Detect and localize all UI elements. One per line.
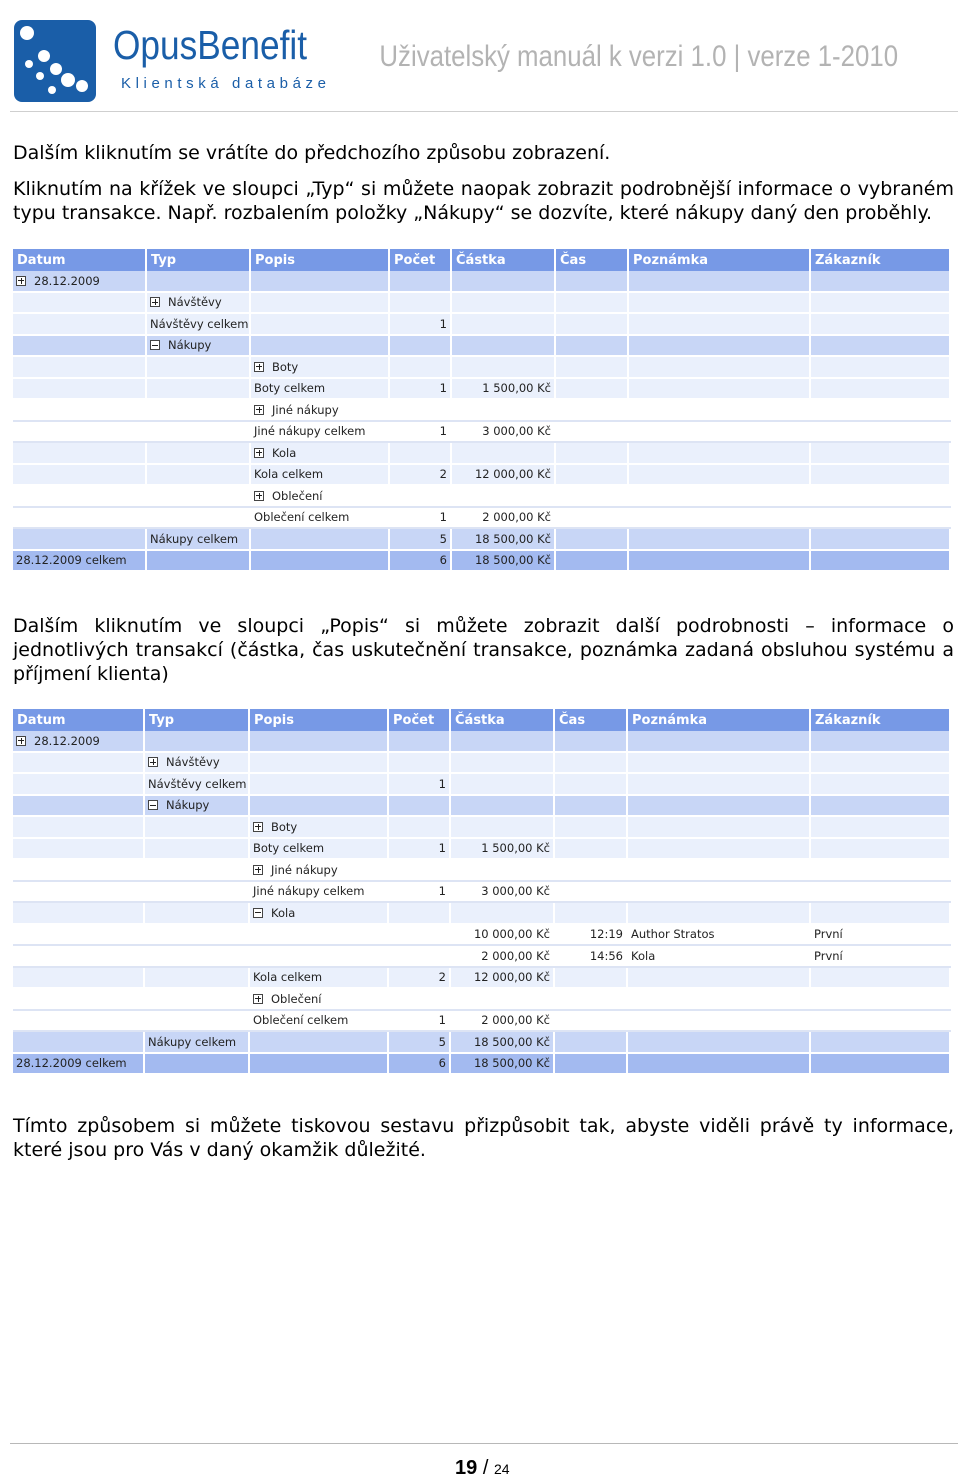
logo-subtitle: Klientská databáze [121, 75, 331, 92]
time-cell: 12:19 [554, 924, 627, 946]
day-total-label: 28.12.2009 celkem [13, 1053, 144, 1075]
table-row [13, 924, 950, 946]
table-row [13, 292, 950, 314]
expand-icon[interactable] [253, 994, 263, 1004]
day-total-label: 28.12.2009 celkem [13, 550, 146, 572]
desc-cell[interactable]: Kola [249, 902, 388, 924]
table-row [13, 335, 950, 357]
table-row [13, 421, 950, 443]
expand-icon[interactable] [254, 448, 264, 458]
paragraph-description-expand: Dalším kliknutím ve sloupci „Popis“ si můžete zobrazit další podrobnosti – informace o jednotlivých transakcí (částka, čas uskutečnění transakce, poznámka zadaná obsluhou systému a příjmení klienta) [13, 615, 954, 685]
count-cell: 5 [388, 1031, 450, 1053]
expand-icon[interactable] [253, 865, 263, 875]
desc-total-label: Oblečení celkem [249, 1010, 388, 1032]
expand-icon[interactable] [253, 822, 263, 832]
expand-icon[interactable] [254, 491, 264, 501]
table-row [13, 1053, 950, 1075]
type-total-label: Návštěvy celkem [146, 313, 250, 335]
table-row [13, 528, 950, 550]
desc-cell[interactable]: Oblečení [250, 485, 389, 507]
col-castka[interactable]: Částka [451, 249, 555, 271]
col-datum[interactable]: Datum [13, 249, 146, 271]
table-row [13, 773, 950, 795]
footer-divider [10, 1443, 958, 1444]
col-popis[interactable]: Popis [250, 249, 389, 271]
header-divider [10, 111, 958, 112]
desc-cell[interactable]: Oblečení [249, 988, 388, 1010]
desc-total-label: Oblečení celkem [250, 507, 389, 529]
col-cas[interactable]: Čas [555, 249, 628, 271]
desc-total-label: Kola celkem [250, 464, 389, 486]
table-row [13, 881, 950, 903]
table-row [13, 399, 950, 421]
type-total-label: Nákupy celkem [146, 528, 250, 550]
note-cell: Author Stratos [627, 924, 810, 946]
count-cell: 2 [389, 464, 451, 486]
count-cell: 5 [389, 528, 451, 550]
amount-cell: 18 500,00 Kč [450, 1031, 554, 1053]
desc-total-label: Jiné nákupy celkem [250, 421, 389, 443]
col-pocet[interactable]: Počet [388, 709, 450, 731]
type-cell[interactable]: Návštěvy [146, 292, 250, 314]
table-row [13, 838, 950, 860]
amount-cell: 2 000,00 Kč [450, 1010, 554, 1032]
desc-cell[interactable]: Boty [250, 356, 389, 378]
table-row [13, 1010, 950, 1032]
amount-cell: 10 000,00 Kč [450, 924, 554, 946]
table-row [13, 356, 950, 378]
note-cell: Kola [627, 945, 810, 967]
desc-total-label: Boty celkem [249, 838, 388, 860]
table-row [13, 271, 950, 292]
type-total-label: Návštěvy celkem [144, 773, 249, 795]
amount-cell: 3 000,00 Kč [451, 421, 555, 443]
amount-cell: 18 500,00 Kč [451, 550, 555, 572]
manual-title: Uživatelský manuál k verzi 1.0 | verze 1-2010 [379, 40, 898, 73]
col-poznamka[interactable]: Poznámka [628, 249, 810, 271]
table-row [13, 945, 950, 967]
table-row [13, 550, 950, 572]
table-header [13, 249, 950, 271]
page-separator: / [482, 1457, 489, 1479]
count-cell: 1 [389, 378, 451, 400]
paragraph-type-expand: Kliknutím na křížek ve sloupci „Typ“ si můžete naopak zobrazit podrobnější informace o vybraném typu transakce. Např. rozbalením položky „Nákupy“ se dozvíte, které nákupy daný den proběhly. [13, 178, 954, 224]
date-cell[interactable]: 28.12.2009 [13, 731, 144, 752]
expand-icon[interactable] [150, 297, 160, 307]
table-row [13, 1031, 950, 1053]
amount-cell: 2 000,00 Kč [451, 507, 555, 529]
amount-cell: 2 000,00 Kč [450, 945, 554, 967]
expand-icon[interactable] [148, 757, 158, 767]
col-cas[interactable]: Čas [554, 709, 627, 731]
paragraph-return: Dalším kliknutím se vrátíte do předchozího způsobu zobrazení. [13, 142, 611, 164]
total-pages: 24 [493, 1461, 510, 1477]
type-cell[interactable]: Nákupy [146, 335, 250, 357]
table-row [13, 507, 950, 529]
count-cell: 1 [388, 881, 450, 903]
col-datum[interactable]: Datum [13, 709, 144, 731]
table-row [13, 464, 950, 486]
col-typ[interactable]: Typ [146, 249, 250, 271]
amount-cell: 1 500,00 Kč [451, 378, 555, 400]
date-cell[interactable]: 28.12.2009 [13, 271, 146, 292]
amount-cell: 12 000,00 Kč [450, 967, 554, 989]
desc-cell[interactable]: Boty [249, 816, 388, 838]
collapse-icon[interactable] [150, 340, 160, 350]
table-row [13, 442, 950, 464]
amount-cell: 3 000,00 Kč [450, 881, 554, 903]
table-row [13, 731, 950, 752]
customer-cell: První [810, 924, 950, 946]
amount-cell: 18 500,00 Kč [450, 1053, 554, 1075]
amount-cell: 1 500,00 Kč [450, 838, 554, 860]
col-zakaznik[interactable]: Zákazník [810, 249, 950, 271]
table-row [13, 752, 950, 774]
expand-icon[interactable] [16, 736, 26, 746]
type-cell[interactable]: Nákupy [144, 795, 249, 817]
desc-total-label: Jiné nákupy celkem [249, 881, 388, 903]
count-cell: 6 [388, 1053, 450, 1075]
count-cell: 1 [389, 313, 451, 335]
count-cell: 1 [388, 838, 450, 860]
table-row [13, 378, 950, 400]
count-cell: 2 [388, 967, 450, 989]
desc-cell[interactable]: Jiné nákupy [250, 399, 389, 421]
count-cell: 1 [388, 773, 450, 795]
col-poznamka[interactable]: Poznámka [627, 709, 810, 731]
table-row [13, 816, 950, 838]
count-cell: 1 [388, 1010, 450, 1032]
table-row [13, 967, 950, 989]
collapse-icon[interactable] [148, 800, 158, 810]
customer-cell: První [810, 945, 950, 967]
table-row [13, 859, 950, 881]
expand-icon[interactable] [254, 362, 264, 372]
time-cell: 14:56 [554, 945, 627, 967]
page-number [455, 1457, 510, 1480]
table-row [13, 988, 950, 1010]
report-table-2 [13, 709, 951, 1075]
opusbenefit-logo-icon [14, 20, 96, 102]
expand-icon[interactable] [254, 405, 264, 415]
table-row [13, 795, 950, 817]
paragraph-conclusion: Tímto způsobem si můžete tiskovou sestavu přizpůsobit tak, abyste viděli právě ty informace, které jsou pro Vás v daný okamžik důležité. [13, 1115, 954, 1161]
col-pocet[interactable]: Počet [389, 249, 451, 271]
amount-cell: 18 500,00 Kč [451, 528, 555, 550]
type-cell[interactable]: Návštěvy [144, 752, 249, 774]
count-cell: 1 [389, 507, 451, 529]
amount-cell: 12 000,00 Kč [451, 464, 555, 486]
desc-total-label: Kola celkem [249, 967, 388, 989]
count-cell: 1 [389, 421, 451, 443]
report-table-1 [13, 249, 951, 572]
table-row [13, 485, 950, 507]
table-row [13, 902, 950, 924]
col-typ[interactable]: Typ [144, 709, 249, 731]
type-total-label: Nákupy celkem [144, 1031, 249, 1053]
desc-cell[interactable]: Jiné nákupy [249, 859, 388, 881]
table-header [13, 709, 950, 731]
col-zakaznik[interactable]: Zákazník [810, 709, 950, 731]
table-row [13, 313, 950, 335]
expand-icon[interactable] [16, 276, 26, 286]
logo-title: OpusBenefit [113, 22, 308, 68]
col-castka[interactable]: Částka [450, 709, 554, 731]
current-page: 19 [455, 1457, 478, 1479]
desc-cell[interactable]: Kola [250, 442, 389, 464]
collapse-icon[interactable] [253, 908, 263, 918]
desc-total-label: Boty celkem [250, 378, 389, 400]
col-popis[interactable]: Popis [249, 709, 388, 731]
count-cell: 6 [389, 550, 451, 572]
